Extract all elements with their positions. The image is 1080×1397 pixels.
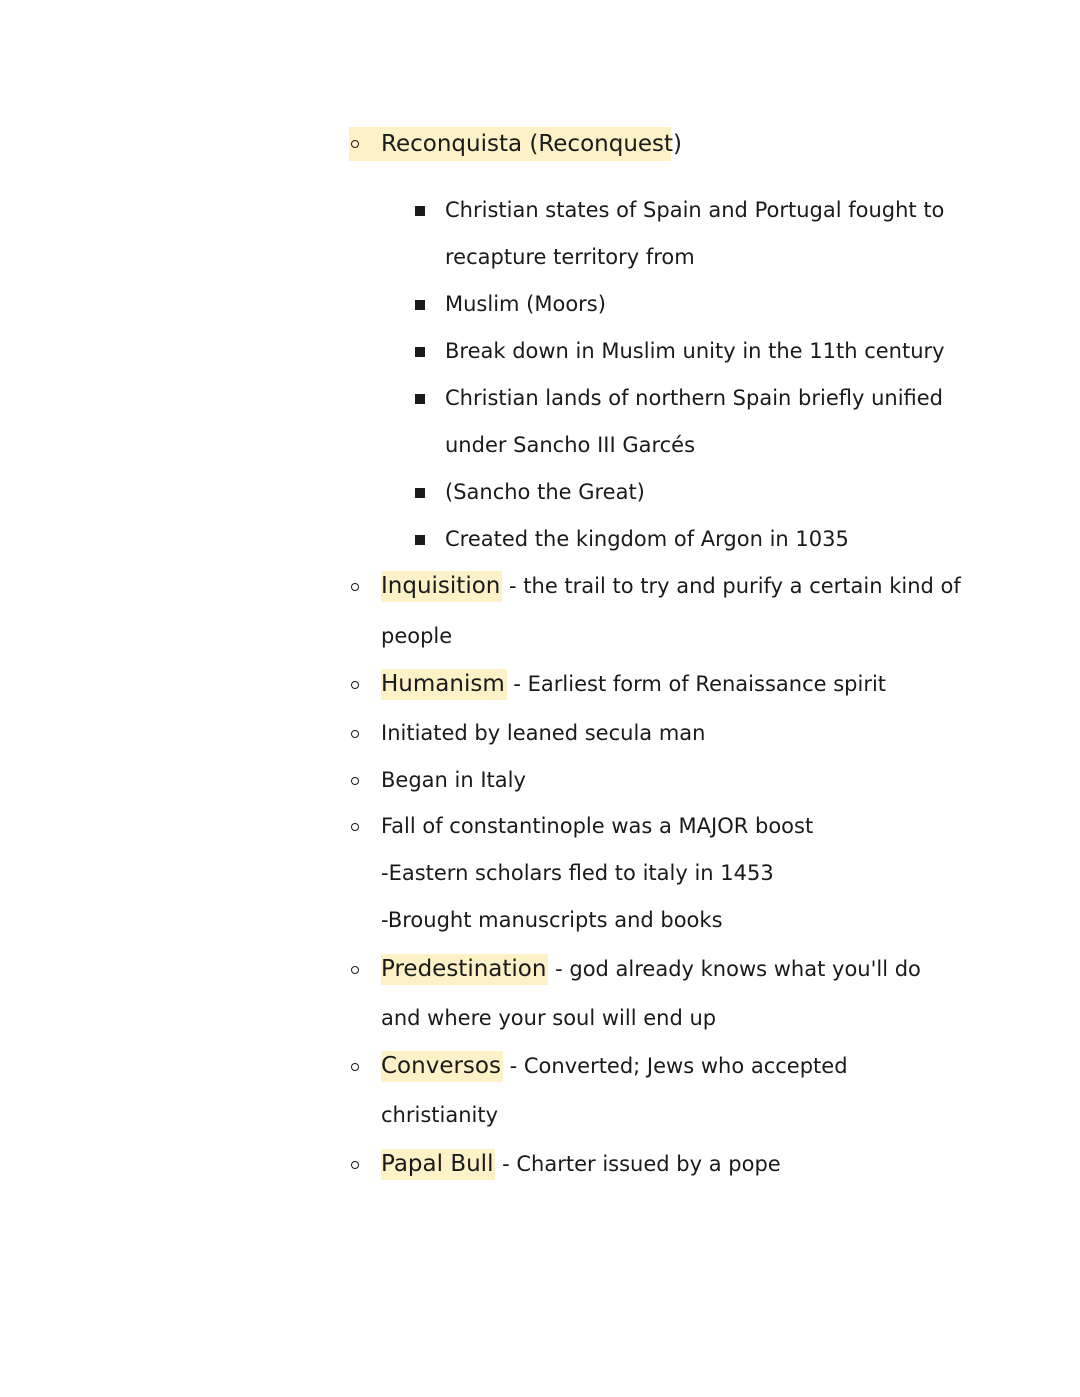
circle-bullet-icon — [351, 730, 359, 738]
square-bullet-icon — [415, 535, 425, 545]
square-bullet-icon — [415, 394, 425, 404]
sub-item: Muslim (Moors) — [445, 292, 606, 316]
sub-item: Christian states of Spain and Portugal fought to — [445, 198, 945, 222]
reconquista-heading: Reconquista (Reconquest) — [381, 131, 683, 157]
circle-bullet-icon — [351, 1063, 359, 1071]
papal-bull-item — [381, 1150, 781, 1178]
inquisition-continuation: people — [381, 624, 453, 648]
sub-item: (Sancho the Great) — [445, 480, 645, 504]
square-bullet-icon — [415, 206, 425, 216]
predestination-item — [381, 955, 921, 983]
humanism-definition: - Earliest form of Renaissance spirit — [506, 672, 887, 696]
circle-bullet-icon — [351, 140, 359, 148]
inquisition-item — [381, 572, 961, 600]
circle-bullet-icon — [351, 777, 359, 785]
papal-bull-definition: - Charter issued by a pope — [495, 1152, 781, 1176]
conversos-term: Conversos — [381, 1051, 503, 1082]
conversos-continuation: christianity — [381, 1103, 499, 1127]
conversos-item — [381, 1052, 848, 1080]
papal-bull-term: Papal Bull — [381, 1149, 495, 1180]
fall-note: -Brought manuscripts and books — [381, 908, 723, 932]
predestination-definition: - god already knows what you'll do — [548, 957, 921, 981]
predestination-term: Predestination — [381, 954, 548, 985]
humanism-item — [381, 670, 886, 698]
inquisition-definition: - the trail to try and purify a certain kind of — [502, 574, 961, 598]
circle-bullet-icon — [351, 681, 359, 689]
circle-bullet-icon — [351, 966, 359, 974]
circle-bullet-icon — [351, 583, 359, 591]
sub-item: Break down in Muslim unity in the 11th century — [445, 339, 945, 363]
circle-bullet-icon — [351, 1161, 359, 1169]
fall-item: Fall of constantinople was a MAJOR boost — [381, 814, 814, 838]
began-item: Began in Italy — [381, 768, 526, 792]
initiated-item: Initiated by leaned secula man — [381, 721, 706, 745]
sub-item: Christian lands of northern Spain briefly unified — [445, 386, 944, 410]
sub-item-continuation: recapture territory from — [445, 245, 695, 269]
circle-bullet-icon — [351, 823, 359, 831]
square-bullet-icon — [415, 488, 425, 498]
sub-item: Created the kingdom of Argon in 1035 — [445, 527, 849, 551]
predestination-continuation: and where your soul will end up — [381, 1006, 717, 1030]
inquisition-term: Inquisition — [381, 571, 502, 602]
fall-note: -Eastern scholars fled to italy in 1453 — [381, 861, 774, 885]
conversos-definition: - Converted; Jews who accepted — [502, 1054, 848, 1078]
square-bullet-icon — [415, 347, 425, 357]
sub-item-continuation: under Sancho III Garcés — [445, 433, 696, 457]
humanism-term: Humanism — [381, 669, 507, 700]
square-bullet-icon — [415, 300, 425, 310]
